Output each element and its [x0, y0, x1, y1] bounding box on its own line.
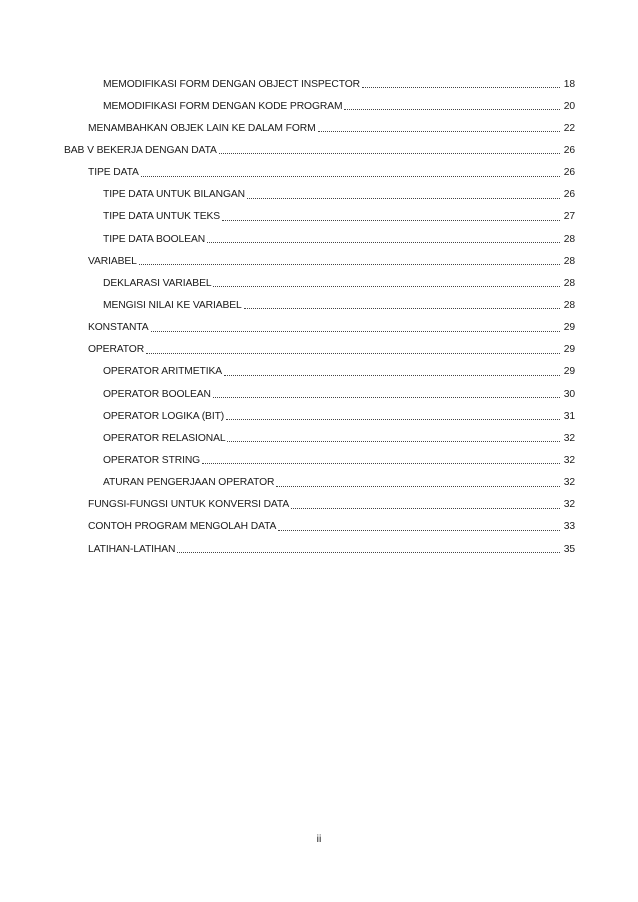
dot-leader	[141, 175, 560, 177]
toc-entry-page-number: 32	[563, 477, 575, 489]
toc-entry-page-number: 29	[563, 344, 575, 356]
dot-leader	[219, 152, 560, 154]
toc-entry-page-number: 30	[563, 388, 575, 400]
dot-leader	[224, 374, 560, 376]
dot-leader	[151, 330, 560, 332]
toc-entry-page-number: 28	[563, 299, 575, 311]
toc-entry[interactable]	[0, 73, 638, 95]
toc-entry-title: MEMODIFIKASI FORM DENGAN KODE PROGRAM	[103, 100, 343, 112]
toc-entry-title: CONTOH PROGRAM MENGOLAH DATA	[88, 521, 277, 533]
toc-entry-page-number: 29	[563, 322, 575, 334]
toc-entry-title: MEMODIFIKASI FORM DENGAN OBJECT INSPECTOR	[103, 78, 360, 90]
toc-entry-page-number: 18	[563, 78, 575, 90]
toc-entry[interactable]	[0, 250, 638, 272]
dot-leader	[344, 108, 560, 110]
toc-entry-title: TIPE DATA	[88, 167, 139, 179]
dot-leader	[318, 130, 560, 132]
toc-entry-page-number: 27	[563, 211, 575, 223]
toc-entry[interactable]	[0, 472, 638, 494]
toc-entry-page-number: 28	[563, 233, 575, 245]
dot-leader	[227, 440, 560, 442]
toc-entry-title: BAB V BEKERJA DENGAN DATA	[64, 144, 217, 156]
toc-entry-title: TIPE DATA UNTUK TEKS	[103, 211, 221, 223]
toc-entry-title: OPERATOR LOGIKA (BIT)	[103, 410, 225, 422]
dot-leader	[276, 485, 560, 487]
toc-entry[interactable]	[0, 427, 638, 449]
toc-entry[interactable]	[0, 206, 638, 228]
toc-entry[interactable]	[0, 516, 638, 538]
toc-entry-page-number: 22	[563, 122, 575, 134]
toc-entry-title: OPERATOR BOOLEAN	[103, 388, 211, 400]
toc-entry[interactable]	[0, 361, 638, 383]
dot-leader	[139, 263, 560, 265]
dot-leader	[207, 241, 560, 243]
toc-entry-title: MENAMBAHKAN OBJEK LAIN KE DALAM FORM	[88, 122, 316, 134]
toc-entry-page-number: 33	[563, 521, 575, 533]
toc-entry-page-number: 32	[563, 499, 575, 511]
toc-entry-title: FUNGSI-FUNGSI UNTUK KONVERSI DATA	[88, 499, 290, 511]
toc-entry[interactable]	[0, 449, 638, 471]
toc-entry-page-number: 32	[563, 432, 575, 444]
toc-entry-page-number: 28	[563, 255, 575, 267]
toc-entry-title: OPERATOR STRING	[103, 454, 201, 466]
dot-leader	[202, 462, 560, 464]
toc-entry[interactable]	[0, 383, 638, 405]
toc-entry[interactable]	[0, 184, 638, 206]
toc-entry-title: VARIABEL	[88, 255, 137, 267]
toc-entry-title: TIPE DATA UNTUK BILANGAN	[103, 189, 245, 201]
toc-entry[interactable]	[0, 538, 638, 560]
toc-entry-title: LATIHAN-LATIHAN	[88, 543, 176, 555]
toc-entry[interactable]	[0, 405, 638, 427]
dot-leader	[222, 219, 560, 221]
toc-entry-title: MENGISI NILAI KE VARIABEL	[103, 299, 242, 311]
dot-leader	[226, 418, 560, 420]
toc-entry[interactable]	[0, 139, 638, 161]
dot-leader	[278, 529, 560, 531]
toc-entry-title: DEKLARASI VARIABEL	[103, 277, 212, 289]
toc-entry[interactable]	[0, 95, 638, 117]
dot-leader	[291, 507, 560, 509]
toc-entry-title: KONSTANTA	[88, 322, 149, 334]
toc-entry-page-number: 35	[563, 543, 575, 555]
toc-entry-page-number: 26	[563, 167, 575, 179]
toc-entry[interactable]	[0, 162, 638, 184]
toc-entry-title: OPERATOR ARITMETIKA	[103, 366, 223, 378]
toc-entry-title: OPERATOR	[88, 344, 145, 356]
toc-entry[interactable]	[0, 294, 638, 316]
toc-entry[interactable]	[0, 317, 638, 339]
dot-leader	[213, 285, 560, 287]
toc-entry-page-number: 28	[563, 277, 575, 289]
toc-entry-title: OPERATOR RELASIONAL	[103, 432, 226, 444]
toc-entry[interactable]	[0, 339, 638, 361]
toc-entry-title: TIPE DATA BOOLEAN	[103, 233, 206, 245]
toc-entry[interactable]	[0, 494, 638, 516]
dot-leader	[362, 86, 560, 88]
table-of-contents	[0, 73, 638, 560]
toc-entry-page-number: 26	[563, 144, 575, 156]
dot-leader	[177, 551, 560, 553]
toc-entry-page-number: 32	[563, 454, 575, 466]
toc-entry-title: ATURAN PENGERJAAN OPERATOR	[103, 477, 275, 489]
dot-leader	[244, 307, 560, 309]
dot-leader	[213, 396, 560, 398]
toc-entry[interactable]	[0, 228, 638, 250]
toc-entry-page-number: 29	[563, 366, 575, 378]
page-number: ii	[316, 833, 322, 845]
toc-entry-page-number: 31	[563, 410, 575, 422]
toc-entry-page-number: 26	[563, 189, 575, 201]
toc-entry-page-number: 20	[563, 100, 575, 112]
toc-entry[interactable]	[0, 117, 638, 139]
toc-entry[interactable]	[0, 272, 638, 294]
dot-leader	[247, 197, 560, 199]
dot-leader	[146, 352, 560, 354]
